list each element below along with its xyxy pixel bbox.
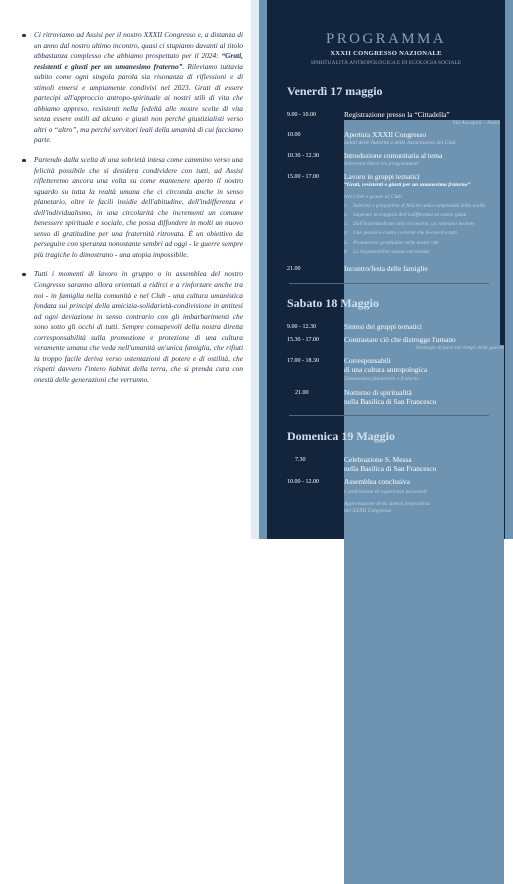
intro-paragraph-3: Tutti i momenti di lavoro in gruppo o in assemblea del nostro Congresso saranno allora orientati a ridirci e a rinforzare anche tra noi - in famiglia nella comunità e nel Club - una cultura umanistica fondata sui principi della amicizia-solidarietà-condivisione in antitesi ad ogni deviazione in senso contrario con gli imbarbarimenti che sono sotto gli occhi di tutti. Sempre consapevoli della nostra diretta corresponsabilità sulla promozione e protezione di una cultura veramente umana che veda nell'umanità un'unica famiglia, che rifiuti la troppo facile deriva verso ostentazioni di potere e di ostilità, che rispetti davvero l'intero habitat della terra, che si prenda cura con onestà delle generazioni che verranno.: [22, 269, 243, 385]
section-divider: [289, 283, 489, 284]
program-title: PROGRAMMA: [326, 31, 446, 47]
schedule-time: 15.00 - 17.00: [287, 173, 319, 180]
schedule-title: nella Basilica di San Francesco: [344, 397, 437, 406]
congress-name: XXXII CONGRESSO NAZIONALE: [330, 50, 442, 57]
thematic-groups-list: [344, 202, 494, 257]
schedule-time: 9.00 - 10.00: [287, 111, 316, 118]
schedule-time: 7.30: [295, 456, 306, 463]
schedule-title: Introduzione comunitaria al tema: [344, 151, 443, 160]
congress-theme: “Grati, resistenti e giusti per un umanesimo fraterno”: [34, 51, 243, 71]
schedule-subtitle: Interventi liberi e/o programmati: [344, 161, 419, 167]
schedule-subtitle: Approvazione della sintesi propositiva: [344, 501, 430, 507]
schedule-title: di una cultura antropologica: [344, 365, 428, 374]
schedule-subtitle: del XXXII Congresso: [344, 508, 392, 514]
schedule-title: Corresponsabili: [344, 356, 391, 365]
schedule-time: 9.00 - 12.30: [287, 323, 316, 330]
schedule-title: Contrastare ciò che distrugge l'umano: [344, 335, 456, 344]
schedule-time: 21.00: [295, 389, 309, 396]
schedule-subtitle: Strategie di pace nei tempi delle guerre: [344, 345, 504, 884]
schedule-title: Registrazione presso la “Cittadella”: [344, 110, 450, 119]
schedule-title: Sintesi dei gruppi tematici: [344, 322, 422, 331]
list-item: 4. Uno pensiero contro corrente che in-con-tra tutti: [344, 230, 457, 237]
intro-column: [0, 0, 251, 539]
intro-paragraph-2: Partendo dalla scelta di una sobrietà intesa come cammino verso una felicità possibile che si desidera condividere con tutti, ad Assisi rifletteremo ancora una volta su come mantenere aperto il nostro sguardo su tutta la realtà umana che ci circonda anche in senso planetario, oltre le facili insidie dell'abitudine, dell'indifferenza e dell'individualismo, in una circolarità che incrementi un comune benessere spirituale e sociale, che possa diffondere in molti un nuovo senso di gratitudine per una fraternità ritrovata. È un obiettivo da perseguire con speranza nonostante sembri ad oggi - le guerre sempre più tragiche lo dimostrano - una utopia impossibile.: [22, 155, 243, 260]
schedule-title: Assemblea conclusiva: [344, 477, 410, 486]
nel-club-label: Nel Club e grazie al Club:: [344, 194, 404, 200]
schedule-subtitle: Umanesimo planetario e fraterno: [344, 376, 420, 382]
schedule-title: Apertura XXXII Congresso: [344, 130, 427, 139]
list-item: 3. Dall'individualismo alla circolarità, un cammino insieme: [344, 221, 475, 228]
bullet-dot-icon: [22, 34, 26, 38]
schedule-title: Celebrazione S. Messa: [344, 455, 412, 464]
list-item: 1. Sobrietà e prospettiva di felicità nella complessità della realtà: [344, 203, 486, 209]
day-heading-sunday: Domenica 19 Maggio: [287, 429, 395, 443]
column-divider: [251, 0, 259, 539]
congress-subtitle: SPIRITUALITÀ ANTROPOLOGICA E DI ECOLOGIA SOCIALE: [310, 60, 462, 66]
schedule-title: nella Basilica di San Francesco: [344, 464, 437, 473]
list-item: 6. La responsabilità umana nel mondo: [344, 248, 430, 255]
schedule-subtitle: Condivisione di esperienze personali: [344, 489, 427, 495]
schedule-time: 21.00: [287, 265, 301, 272]
schedule-time: 10.00: [287, 131, 301, 138]
day-heading-saturday: Sabato 18 Maggio: [287, 296, 380, 310]
schedule-time: 15.30 - 17.00: [287, 336, 319, 343]
schedule-time: 10.00 - 12.00: [287, 478, 319, 485]
schedule-title: Notturno di spiritualità: [344, 388, 412, 397]
schedule-title: Incontro/festa delle famiglie: [344, 264, 428, 273]
program-panel: [267, 0, 505, 539]
day-heading-friday: Venerdì 17 maggio: [287, 84, 383, 98]
list-item: 2. Superare la trappola dell'indifferenza ed essere giusti: [344, 212, 467, 219]
schedule-title: Lavoro in gruppi tematici: [344, 172, 420, 181]
schedule-subtitle: “Grati, resistenti e giusti per un umanesimo fraterno”: [344, 182, 471, 188]
intro-paragraph-1: Ci ritroviamo ad Assisi per il nostro XXXII Congresso e, a distanza di un anno dal nostro ultimo incontro, quasi ci stupiamo davanti al titolo abbastanza complesso che abbiamo prospettato per il 2024: “Grati, resistenti e giusti per un umanesimo fraterno”. Rileviamo tuttavia subito come ogni singola parola sia risonanza di riflessioni e di stimoli emersi e ampiamente condivisi nel 2023. Grati di essere partecipi all'approccio antropo-spirituale ai nostri stili di vita che abbiamo appreso, resistenti nella fedeltà alle nostre scelte di vita senza essere ostili ad alcuno e giusti non perché giustizialisti verso altri o “altro”, ma perché servitori leali della umanità di cui facciamo parte.: [22, 30, 243, 146]
bullet-dot-icon: [22, 159, 26, 163]
schedule-time: 17.00 - 18.30: [287, 357, 319, 364]
schedule-time: 10.30 - 12.30: [287, 152, 319, 159]
list-item: 5. Promuovere gratitudine nelle nostre vite: [344, 239, 439, 246]
program-frame: [259, 0, 513, 539]
schedule-subtitle: Saluti delle Autorità e delle Associazioni dei Club: [344, 140, 456, 146]
section-divider: [289, 415, 489, 416]
bullet-dot-icon: [22, 273, 26, 277]
schedule-subtitle: Via Ancajani – Assisi: [344, 120, 500, 659]
